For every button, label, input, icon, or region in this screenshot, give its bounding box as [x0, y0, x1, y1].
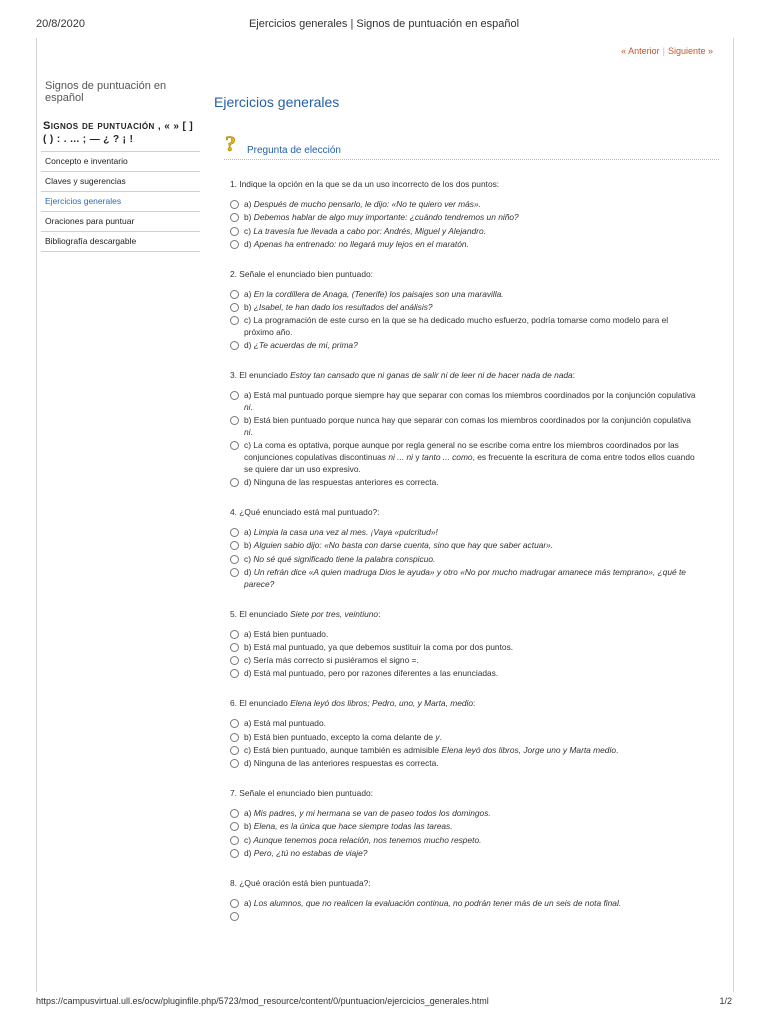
radio-button[interactable] [230, 809, 239, 818]
question-stem [230, 788, 700, 799]
sidebar-item-bibliografia[interactable]: Bibliografía descargable [41, 232, 200, 252]
text-run: b) [244, 301, 254, 312]
italic-text: Elena leyó dos libros; Pedro, uno, y Marta, medio [290, 698, 474, 709]
option-label [244, 390, 700, 414]
answer-option[interactable] [230, 302, 700, 314]
italic-text: Un refrán dice «A quien madruga Dios le ayuda» y otro «No por mucho madrugar amanece más temprano», ¿qué te parece? [244, 566, 686, 589]
text-run: . [615, 744, 619, 755]
option-label [244, 440, 700, 475]
radio-button[interactable] [230, 316, 239, 325]
text-run: c) La programación de este curso en la que se ha dedicado mucho esfuerzo, podría tomarse como modelo para el próximo año. [244, 315, 669, 338]
radio-button[interactable] [230, 416, 239, 425]
answer-option[interactable] [230, 821, 700, 833]
text-run: . [250, 427, 253, 438]
question-stem [230, 878, 700, 889]
option-label [244, 758, 700, 770]
answer-options [230, 289, 700, 352]
answer-option[interactable] [230, 758, 700, 770]
italic-text: ni [244, 401, 251, 412]
answer-option[interactable] [230, 390, 700, 414]
answer-option[interactable] [230, 554, 700, 566]
answer-option[interactable] [230, 440, 700, 475]
question-stem [230, 179, 700, 190]
answer-option[interactable] [230, 226, 700, 238]
italic-text: La travesía fue llevada a cabo por: Andrés, Miguel y Alejandro. [253, 225, 486, 236]
answer-option[interactable] [230, 732, 700, 744]
option-label [244, 340, 700, 352]
italic-text: Estoy tan cansado que ni ganas de salir ni de leer ni de hacer nada de nada [290, 370, 573, 381]
pagination-nav [621, 46, 713, 56]
answer-option[interactable] [230, 540, 700, 552]
text-run: a) Está mal puntuado. [244, 718, 326, 729]
radio-button[interactable] [230, 290, 239, 299]
text-run: a) [244, 807, 254, 818]
radio-button[interactable] [230, 630, 239, 639]
answer-option[interactable] [230, 668, 700, 680]
italic-text: Siete por tres, veintiuno [290, 608, 379, 619]
answer-option[interactable] [230, 315, 700, 339]
print-date: 20/8/2020 [36, 18, 85, 30]
answer-options [230, 527, 700, 590]
text-run: d) [244, 566, 254, 577]
italic-text: Elena leyó dos libros, Jorge uno y Marta medio [441, 744, 616, 755]
answer-option[interactable] [230, 289, 700, 301]
text-run: 7. Señale el enunciado bien puntuado: [230, 787, 373, 798]
answer-option[interactable] [230, 655, 700, 667]
option-label [244, 567, 700, 591]
text-run: a) Está mal puntuado porque siempre hay que separar con comas los miembros coordinados por la conjunción copulativa [244, 390, 696, 401]
option-label [244, 415, 700, 439]
answer-options [230, 718, 700, 770]
text-run: , es frecuente la escritura de coma entre todos ellos cuando se quiere dar un uso expresivo. [244, 452, 695, 474]
answer-option[interactable] [230, 415, 700, 439]
text-run: d) Está mal puntuado, pero por razones diferentes a las enunciadas. [244, 668, 499, 679]
option-label [244, 821, 700, 833]
text-run: 1. Indique la opción en la que se da un uso incorrecto de los dos puntos: [230, 179, 500, 189]
italic-text: ni [244, 427, 251, 438]
radio-button[interactable] [230, 912, 239, 921]
radio-button[interactable] [230, 746, 239, 755]
print-page-title: Ejercicios generales | Signos de puntuación en español [248, 18, 520, 30]
option-label [244, 540, 700, 552]
text-run: b) [244, 212, 254, 223]
italic-text: Pero, ¿tú no estabas de viaje? [253, 847, 368, 858]
text-run: : [378, 608, 381, 619]
nav-separator: | [662, 46, 665, 56]
option-label [244, 835, 700, 847]
question-stem [230, 370, 700, 381]
radio-button[interactable] [230, 303, 239, 312]
radio-button[interactable] [230, 240, 239, 249]
option-label [244, 668, 700, 680]
option-label [244, 718, 700, 730]
italic-text: No sé qué significado tiene la palabra conspicuo. [253, 553, 436, 564]
text-run: d) [244, 238, 254, 249]
question-stem [230, 507, 700, 518]
italic-text: y [435, 731, 440, 742]
text-run: y [413, 452, 422, 463]
radio-button[interactable] [230, 759, 239, 768]
radio-button[interactable] [230, 643, 239, 652]
answer-option[interactable] [230, 911, 700, 921]
answer-options [230, 808, 700, 860]
question-block [230, 609, 700, 681]
answer-option[interactable] [230, 212, 700, 224]
radio-button[interactable] [230, 849, 239, 858]
question-block [230, 698, 700, 770]
radio-button[interactable] [230, 227, 239, 236]
text-run: d) [244, 847, 254, 858]
radio-button[interactable] [230, 528, 239, 537]
text-run: a) [244, 288, 254, 299]
text-run: a) [244, 199, 254, 209]
sidebar-item-concepto[interactable]: Concepto e inventario [41, 152, 200, 172]
option-label [244, 642, 700, 654]
option-label [244, 527, 700, 539]
italic-text: ¿Isabel, te han dado los resultados del análisis? [253, 301, 433, 312]
section-divider [224, 159, 719, 160]
answer-option[interactable] [230, 199, 700, 211]
answer-options [230, 898, 700, 921]
radio-button[interactable] [230, 719, 239, 728]
radio-button[interactable] [230, 441, 239, 450]
text-run: : [572, 370, 576, 381]
answer-option[interactable] [230, 629, 700, 641]
italic-text: Después de mucho pensarlo, le dijo: «No te quiero ver más». [253, 199, 481, 209]
question-block [230, 179, 700, 251]
answer-option[interactable] [230, 567, 700, 591]
text-run: c) [244, 834, 254, 845]
text-run: c) [244, 553, 254, 564]
italic-text: Aunque tenemos poca relación, nos tenemos mucho respeto. [253, 834, 482, 845]
radio-button[interactable] [230, 656, 239, 665]
question-stem [230, 609, 700, 620]
option-label [244, 315, 700, 339]
answer-option[interactable] [230, 848, 700, 860]
section-title: Pregunta de elección [247, 145, 341, 156]
toc-marks-line-2: ( ) : . ... ; — ¿ ? ¡ ! [43, 134, 134, 145]
text-run: a) [244, 527, 254, 538]
radio-button[interactable] [230, 478, 239, 487]
italic-text: Apenas ha entrenado: no llegará muy lejos en el maratón. [253, 238, 469, 249]
option-label [244, 477, 700, 489]
answer-option[interactable] [230, 527, 700, 539]
page-number: 1/2 [719, 996, 732, 1006]
answer-options [230, 629, 700, 681]
text-run: d) [244, 340, 254, 351]
print-header [0, 0, 768, 40]
text-run: : [473, 698, 476, 709]
radio-button[interactable] [230, 555, 239, 564]
radio-button[interactable] [230, 391, 239, 400]
radio-button[interactable] [230, 341, 239, 350]
option-label [244, 302, 700, 314]
option-label [244, 745, 700, 757]
text-run: b) Está mal puntuado, ya que debemos sustituir la coma por dos puntos. [244, 641, 514, 652]
page-title: Ejercicios generales [214, 94, 340, 110]
question-block [230, 878, 700, 921]
italic-text: Los alumnos, que no realicen la evaluación continua, no podrán tener más de un seis de nota final. [253, 897, 622, 908]
question-block [230, 507, 700, 590]
italic-text: Alguien sabio dijo: «No basta con darse cuenta, sino que hay que saber actuar». [253, 540, 554, 551]
italic-text: Limpia la casa una vez al mes. ¡Vaya «pulcritud»! [253, 527, 438, 538]
site-name[interactable]: Signos de puntuación en español [45, 80, 167, 104]
toc-marks-line-1: , « » [ ] [157, 121, 194, 132]
italic-text: Debemos hablar de algo muy importante: ¿cuándo tendremos un niño? [253, 212, 519, 223]
option-label [244, 808, 700, 820]
radio-button[interactable] [230, 836, 239, 845]
option-label [244, 226, 700, 238]
sidebar-menu [41, 151, 200, 252]
text-run: 5. El enunciado [230, 608, 291, 619]
text-run: 3. El enunciado [230, 370, 291, 381]
text-run: b) Está bien puntuado, excepto la coma delante de [244, 731, 436, 742]
text-run: 2. Señale el enunciado bien puntuado: [230, 268, 373, 279]
text-run: a) Está bien puntuado. [244, 628, 329, 639]
option-label [244, 554, 700, 566]
text-run: c) La coma es optativa, porque aunque por regla general no se escribe coma entre los miembros coordinados por las conjunciones copulativas discontinuas [244, 440, 679, 463]
answer-option[interactable] [230, 239, 700, 251]
answer-option[interactable] [230, 835, 700, 847]
text-run: 8. ¿Qué oración está bien puntuada?: [230, 877, 371, 888]
answer-option[interactable] [230, 642, 700, 654]
option-label [244, 848, 700, 860]
text-run: b) [244, 821, 254, 832]
question-block [230, 269, 700, 352]
sidebar-item-ejercicios[interactable]: Ejercicios generales [41, 192, 200, 212]
answer-options [230, 390, 700, 489]
answer-option[interactable] [230, 718, 700, 730]
radio-button[interactable] [230, 669, 239, 678]
text-run: b) [244, 540, 254, 551]
text-run: c) Está bien puntuado, aunque también es admisible [244, 744, 442, 755]
toc-title [43, 120, 199, 146]
answer-options [230, 199, 700, 251]
radio-button[interactable] [230, 899, 239, 908]
radio-button[interactable] [230, 541, 239, 550]
next-link[interactable]: Siguiente » [667, 46, 713, 56]
text-run: . [250, 401, 253, 412]
radio-button[interactable] [230, 200, 239, 209]
option-label [244, 289, 700, 301]
text-run: d) Ninguna de las anteriores respuestas es correcta. [244, 758, 439, 769]
answer-option[interactable] [230, 745, 700, 757]
question-block [230, 370, 700, 489]
option-label [244, 732, 700, 744]
sidebar-item-oraciones[interactable]: Oraciones para puntuar [41, 212, 200, 232]
option-label [244, 898, 700, 910]
answer-option[interactable] [230, 340, 700, 352]
radio-button[interactable] [230, 733, 239, 742]
option-label [244, 199, 700, 211]
text-run: c) Sería más correcto si pusiéramos el signo =. [244, 655, 419, 666]
sidebar-item-claves[interactable]: Claves y sugerencias [41, 172, 200, 192]
text-run: 4. ¿Qué enunciado está mal puntuado?: [230, 507, 380, 518]
print-url: https://campusvirtual.ull.es/ocw/pluginfile.php/5723/mod_resource/content/0/puntuacion/ejercicios_generales.html [36, 996, 489, 1006]
question-stem [230, 698, 700, 709]
question-stem [230, 269, 700, 280]
option-label [244, 212, 700, 224]
answer-option[interactable] [230, 808, 700, 820]
italic-text: Mis padres, y mi hermana se van de paseo todos los domingos. [253, 807, 491, 818]
svg-text:?: ? [225, 133, 236, 155]
italic-text: tanto ... como [421, 452, 473, 463]
text-run: c) [244, 225, 254, 236]
answer-option[interactable] [230, 898, 700, 910]
italic-text: Elena, es la única que hace siempre todas las tareas. [253, 821, 453, 832]
option-label [244, 239, 700, 251]
text-run: a) [244, 897, 254, 908]
option-label [244, 629, 700, 641]
question-icon [224, 133, 240, 155]
previous-link[interactable]: « Anterior [621, 46, 660, 56]
italic-text: ni ... ni [388, 452, 413, 463]
radio-button[interactable] [230, 822, 239, 831]
text-run: 6. El enunciado [230, 698, 291, 709]
italic-text: En la cordillera de Anaga, (Tenerife) los paisajes son una maravilla. [253, 288, 504, 299]
text-run: b) Está bien puntuado porque nunca hay que separar con comas los miembros coordinados por la conjunción copulativa [244, 415, 691, 426]
question-block [230, 788, 700, 860]
answer-option[interactable] [230, 477, 700, 489]
page-frame [36, 38, 734, 992]
toc-title-text: Signos de puntuación [43, 120, 155, 132]
question-list [230, 179, 700, 939]
text-run: d) Ninguna de las respuestas anteriores es correcta. [244, 477, 439, 488]
radio-button[interactable] [230, 213, 239, 222]
italic-text: ¿Te acuerdas de mi, prima? [253, 340, 358, 351]
radio-button[interactable] [230, 568, 239, 577]
text-run: . [439, 731, 442, 742]
option-label [244, 655, 700, 667]
